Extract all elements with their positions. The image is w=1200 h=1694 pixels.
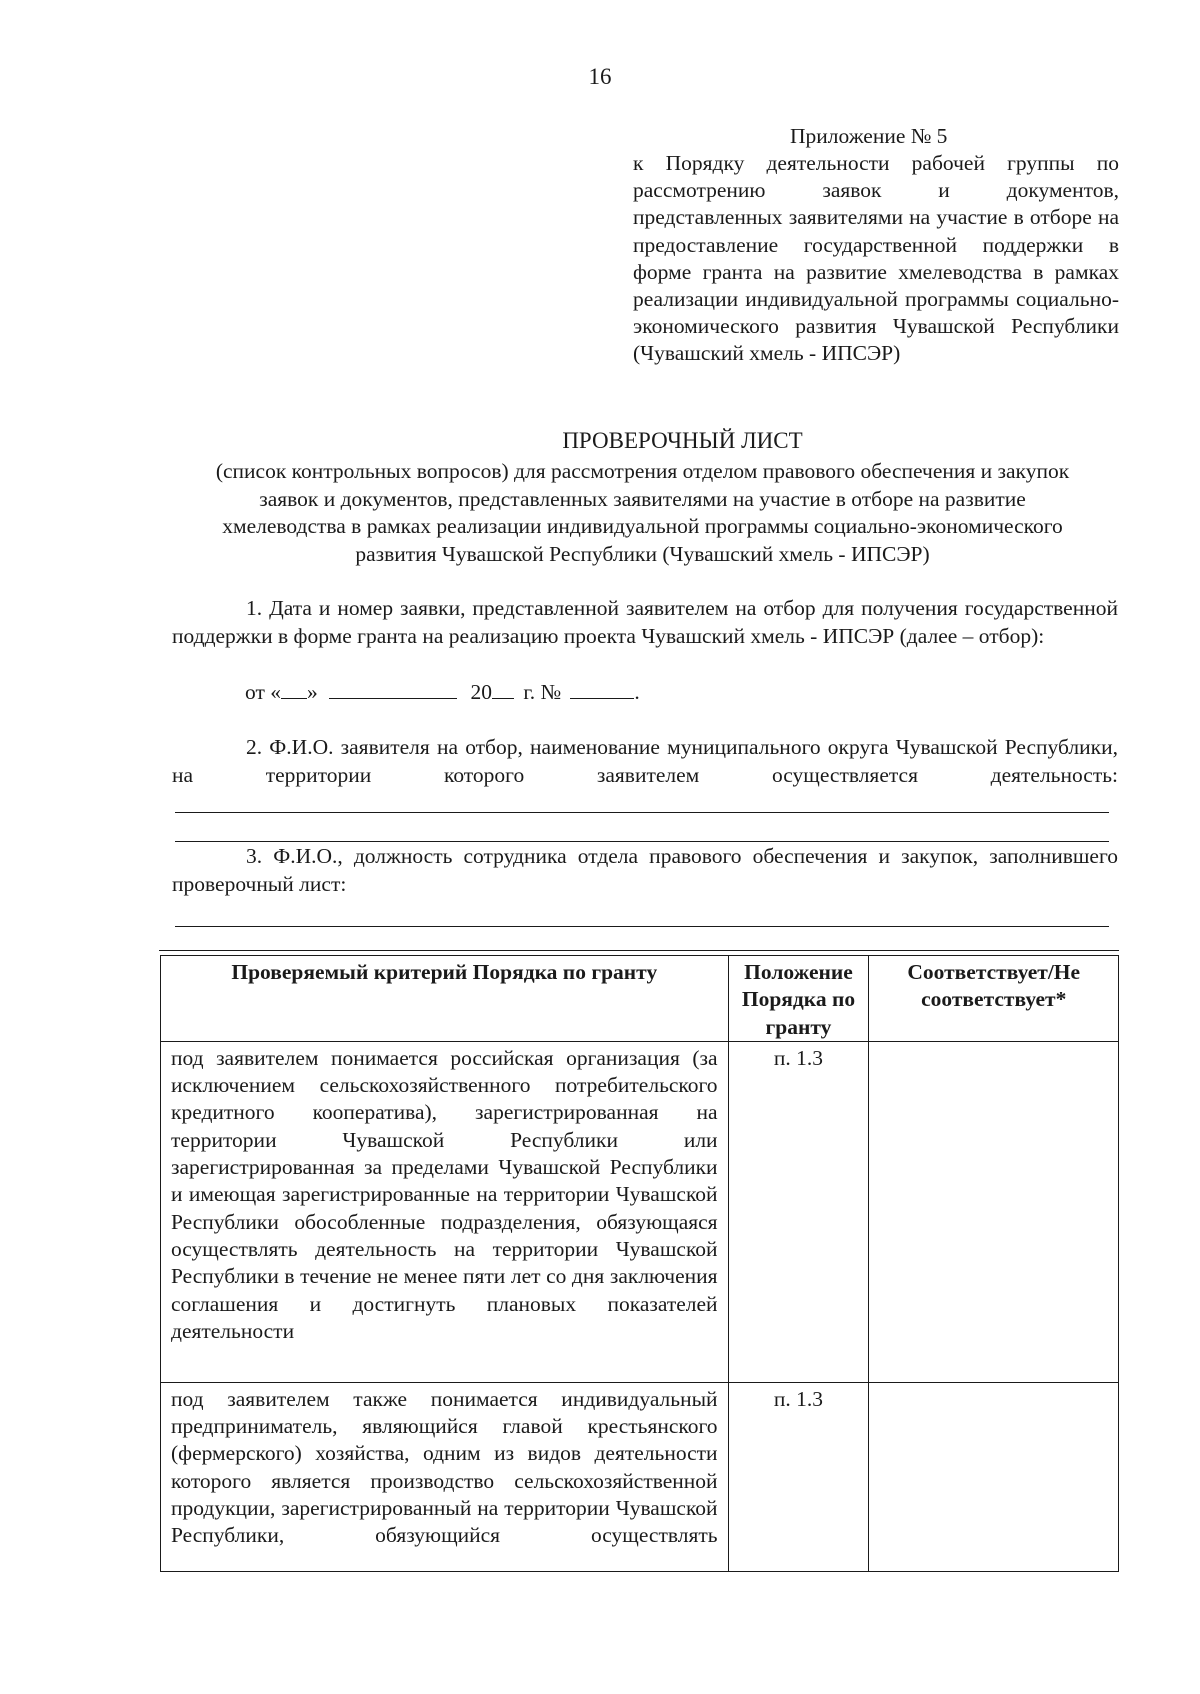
clause-text: п. 1.3 [773,1386,824,1411]
appendix-title: Приложение № 5 [790,124,948,148]
table-row [161,1382,1119,1571]
page-number: 16 [588,64,612,89]
header-clause: Положение Порядка по гранту [728,956,869,1042]
criterion-cell [161,1382,729,1571]
date-number-line [245,678,640,705]
number-blank [570,678,634,699]
header-criterion: Проверяемый критерий Порядка по гранту [161,956,729,1042]
table-top-rule [159,950,1119,951]
year-blank [492,678,514,699]
date-close-quote: » [307,680,318,704]
year-prefix: 20 [470,680,492,704]
table-row [161,1041,1119,1382]
employee-fill-line [175,926,1109,927]
section-2-text: 2. Ф.И.О. заявителя на отбор, наименование муниципального округа Чувашской Республики, на территории которого заявителем осуществляется деятельность: [172,735,1118,787]
document-title: ПРОВЕРОЧНЫЙ ЛИСТ [562,428,803,453]
section-1-text: 1. Дата и номер заявки, представленной заявителем на отбор для получения государственной поддержки в форме гранта на реализацию проекта Чувашский хмель - ИПСЭР (далее – отбор): [172,596,1118,648]
applicant-fill-line-2 [175,841,1109,842]
applicant-fill-line-1 [175,812,1109,813]
date-from-label: от « [245,680,281,704]
compliance-cell[interactable] [869,1041,1119,1382]
clause-text: п. 1.3 [773,1045,824,1070]
section-3-text: 3. Ф.И.О., должность сотрудника отдела правового обеспечения и закупок, заполнившего проверочный лист: [172,844,1118,896]
day-blank [281,678,307,699]
criteria-table [160,955,1119,1572]
date-line-end: . [634,680,640,704]
compliance-cell[interactable] [869,1382,1119,1571]
document-subtitle: (список контрольных вопросов) для рассмотрения отделом правового обеспечения и закупок заявок и документов, представленных заявителями на участие в отборе на развитие хмелеводства в рамках реализации индивидуальной программы социально-экономического развития Чувашской Республики (Чувашский хмель - ИПСЭР) [215,459,1070,566]
clause-cell [728,1041,869,1382]
number-label: г. № [523,680,562,704]
criterion-cell [161,1041,729,1382]
appendix-text: к Порядку деятельности рабочей группы по рассмотрению заявок и документов, представленных заявителями на участие в отборе на предоставление государственной поддержки в форме гранта на развитие хмелеводства в рамках реализации индивидуальной программы социально-экономического развития Чувашской Республики (Чувашский хмель - ИПСЭР) [633,151,1119,366]
criterion-text: под заявителем также понимается индивидуальный предприниматель, являющийся главой крестьянского (фермерского) хозяйства, одним из видов деятельности которого является производство сельскохозяйственной продукции, зарегистрированный на территории Чувашской Республики, обязующийся осуществлять [171,1386,718,1548]
header-compliance: Соответствует/Не соответствует* [869,956,1119,1042]
clause-cell [728,1382,869,1571]
table-header-row [161,956,1119,1042]
criterion-text: под заявителем понимается российская организация (за исключением сельскохозяйственного потребительского кредитного кооператива), зарегистрированная на территории Чувашской Республики или зарегистрированная за пределами Чувашской Республики и имеющая зарегистрированные на территории Чувашской Республики обособленные подразделения, обязующаяся осуществлять деятельность на территории Чувашской Республики в течение не менее пяти лет со дня заключения соглашения и достигнуть плановых показателей деятельности [171,1045,718,1343]
month-blank [329,678,457,699]
